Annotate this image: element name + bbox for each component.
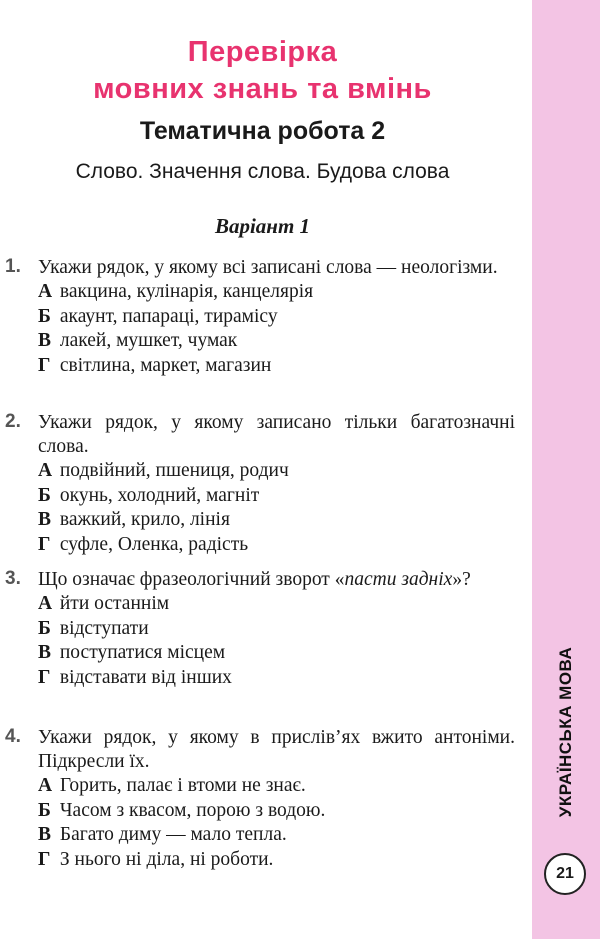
answer-option	[38, 508, 515, 533]
option-letter: В	[38, 642, 52, 663]
answer-option	[38, 799, 515, 824]
variant-heading: Варіант 1	[214, 214, 311, 238]
answer-option	[38, 329, 515, 354]
option-text: окунь, холодний, магніт	[59, 484, 260, 506]
task-number: 3.	[5, 568, 21, 589]
task-number: 2.	[5, 411, 21, 432]
option-text: йти останнім	[59, 593, 170, 614]
answer-option	[38, 848, 515, 873]
option-text: лакей, мушкет, чумак	[59, 330, 238, 351]
option-letter: Б	[38, 484, 51, 506]
option-text: поступатися місцем	[59, 642, 226, 663]
option-letter: Б	[38, 305, 51, 327]
task-question	[38, 568, 515, 592]
work-subtitle: Слово. Значення слова. Будова слова	[75, 160, 450, 183]
answer-option	[38, 617, 515, 642]
option-text: Горить, палає і втоми не знає.	[59, 775, 306, 796]
option-letter: Г	[38, 533, 51, 555]
answer-option	[38, 641, 515, 666]
answer-option	[38, 666, 515, 691]
page-title	[0, 34, 525, 108]
answer-option	[38, 774, 515, 799]
work-title: Тематична робота 2	[139, 117, 386, 145]
answer-option	[38, 823, 515, 848]
option-letter: Г	[38, 666, 51, 688]
option-text: Багато диму — мало тепла.	[59, 824, 287, 845]
answer-option	[38, 305, 515, 330]
option-text: акаунт, папараці, тирамісу	[59, 305, 278, 327]
option-text: важкий, крило, лінія	[59, 509, 230, 530]
question-text-end: »?	[452, 569, 471, 590]
option-text: Часом з квасом, порою з водою.	[59, 799, 326, 821]
option-text: вакцина, кулінарія, канцелярія	[59, 281, 314, 302]
option-letter: Б	[38, 799, 51, 821]
subject-label: УКРАЇНСЬКА МОВА	[556, 646, 575, 818]
page-number: 21	[544, 853, 586, 895]
option-letter: В	[38, 509, 52, 530]
task-1	[0, 256, 515, 378]
option-text: світлина, маркет, магазин	[59, 354, 272, 376]
task-number: 1.	[5, 256, 21, 277]
task-3	[0, 568, 515, 690]
task-question: Укажи рядок, у якому всі записані слова — неологізми.	[38, 257, 498, 278]
answer-option	[38, 459, 515, 484]
option-letter: В	[38, 824, 52, 845]
answer-option	[38, 354, 515, 379]
option-letter: А	[38, 593, 53, 614]
option-text: відставати від інших	[59, 666, 232, 688]
option-letter: Г	[38, 354, 51, 376]
task-question: Укажи рядок, у якому записано тільки багатозначні слова.	[38, 412, 515, 457]
task-2	[0, 411, 515, 557]
option-letter: Б	[38, 617, 51, 639]
task-number: 4.	[5, 726, 21, 747]
answer-option	[38, 484, 515, 509]
page-title-line-1: Перевірка	[187, 36, 338, 68]
page-title-line-2: мовних знань та вмінь	[93, 73, 432, 105]
option-letter: А	[38, 775, 53, 796]
task-4	[0, 726, 515, 872]
option-text: відступати	[59, 617, 149, 639]
option-text: суфле, Оленка, радість	[59, 533, 249, 555]
task-question: Укажи рядок, у якому в прислів’ях вжито антоніми. Підкресли їх.	[38, 727, 515, 772]
option-text: подвійний, пшениця, родич	[59, 460, 289, 481]
option-text: З нього ні діла, ні роботи.	[59, 848, 274, 870]
option-letter: Г	[38, 848, 51, 870]
option-letter: В	[38, 330, 52, 351]
answer-option	[38, 280, 515, 305]
option-letter: А	[38, 281, 53, 302]
answer-option	[38, 533, 515, 558]
option-letter: А	[38, 460, 53, 481]
answer-option	[38, 592, 515, 617]
idiom-text: пасти задніх	[344, 569, 453, 590]
question-text: Що означає фразеологічний зворот «	[38, 569, 345, 590]
